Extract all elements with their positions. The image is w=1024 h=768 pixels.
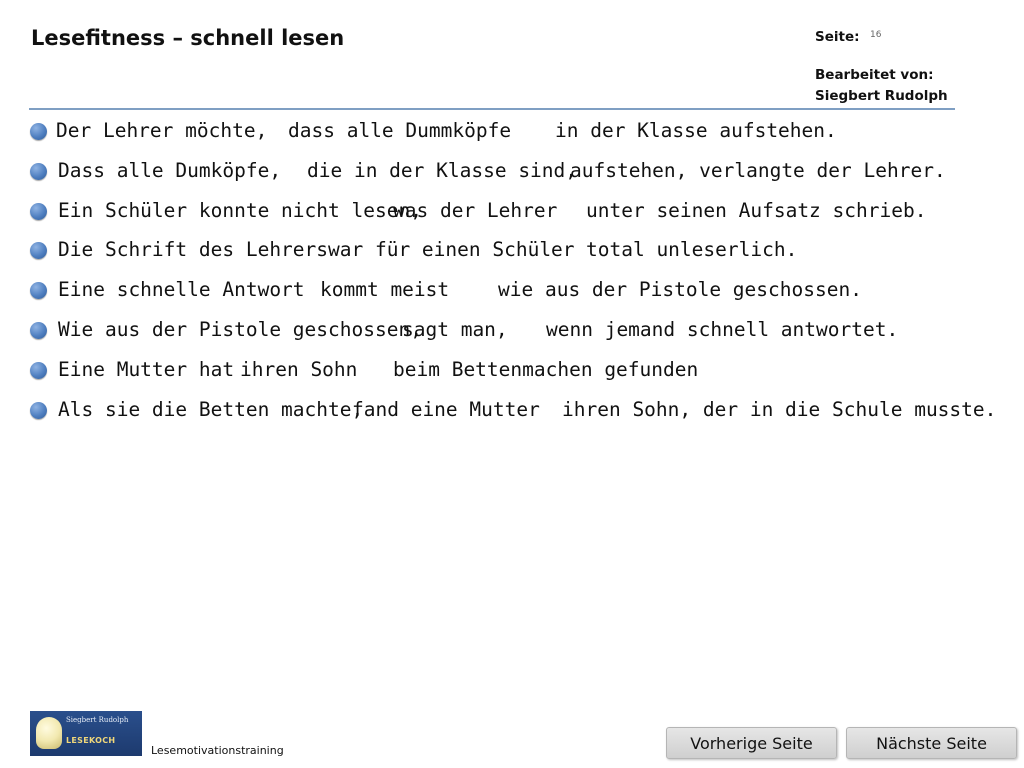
author-name: Siegbert Rudolph — [815, 88, 948, 104]
logo-author-text: Siegbert Rudolph — [66, 716, 129, 724]
phrase-part-1: Als sie die Betten machte, — [58, 398, 364, 421]
header-divider — [29, 108, 955, 110]
sentence-row — [0, 317, 1024, 343]
phrase-part-2: sagt man, — [402, 318, 508, 341]
bullet-icon — [30, 163, 47, 180]
next-page-button[interactable]: Nächste Seite — [846, 727, 1017, 759]
phrase-part-1: Dass alle Dumköpfe, — [58, 159, 282, 182]
phrase-part-3: ihren Sohn, der in die Schule musste. — [562, 398, 997, 421]
phrase-part-3: wie aus der Pistole geschossen. — [498, 278, 862, 301]
phrase-part-2: kommt meist — [320, 278, 450, 301]
bullet-icon — [30, 362, 47, 379]
phrase-part-1: Eine schnelle Antwort — [58, 278, 305, 301]
sentence-row — [0, 237, 1024, 263]
bullet-icon — [30, 203, 47, 220]
phrase-part-1: Wie aus der Pistole geschossen, — [58, 318, 422, 341]
previous-page-button[interactable]: Vorherige Seite — [666, 727, 837, 759]
sentence-row — [0, 357, 1024, 383]
bullet-icon — [30, 242, 47, 259]
phrase-part-3: aufstehen, verlangte der Lehrer. — [570, 159, 946, 182]
bullet-icon — [30, 322, 47, 339]
bullet-icon — [30, 402, 47, 419]
phrase-part-3: in der Klasse aufstehen. — [555, 119, 837, 142]
phrase-part-2: war für einen Schüler — [328, 238, 575, 261]
phrase-part-1: Eine Mutter hat — [58, 358, 235, 381]
phrase-part-3: total unleserlich. — [586, 238, 798, 261]
sentence-row — [0, 397, 1024, 423]
phrase-part-2: die in der Klasse sind, — [307, 159, 578, 182]
sentence-row — [0, 118, 1024, 144]
footer-caption: Lesemotivationstraining — [151, 744, 284, 757]
phrase-part-1: Die Schrift des Lehrers — [58, 238, 329, 261]
page-title: Lesefitness – schnell lesen — [31, 26, 345, 50]
bullet-icon — [30, 282, 47, 299]
sentence-row — [0, 158, 1024, 184]
lightbulb-icon — [36, 717, 62, 749]
phrase-part-2: was der Lehrer — [393, 199, 558, 222]
phrase-part-2: fand eine Mutter — [352, 398, 540, 421]
phrase-part-3: unter seinen Aufsatz schrieb. — [586, 199, 927, 222]
logo-brand-text: LESEKOCH — [66, 736, 116, 745]
edited-by-label: Bearbeitet von: — [815, 67, 934, 83]
phrase-part-3: beim Bettenmachen gefunden — [393, 358, 699, 381]
phrase-part-2: dass alle Dummköpfe — [288, 119, 512, 142]
sentence-row — [0, 277, 1024, 303]
bullet-icon — [30, 123, 47, 140]
page-number: 16 — [870, 30, 882, 40]
page-label: Seite: — [815, 29, 860, 45]
phrase-part-3: wenn jemand schnell antwortet. — [546, 318, 899, 341]
phrase-part-2: ihren Sohn — [240, 358, 358, 381]
phrase-part-1: Ein Schüler konnte nicht lesen, — [58, 199, 422, 222]
lesekoch-logo — [30, 711, 142, 756]
sentence-row — [0, 198, 1024, 224]
phrase-part-1: Der Lehrer möchte, — [56, 119, 268, 142]
